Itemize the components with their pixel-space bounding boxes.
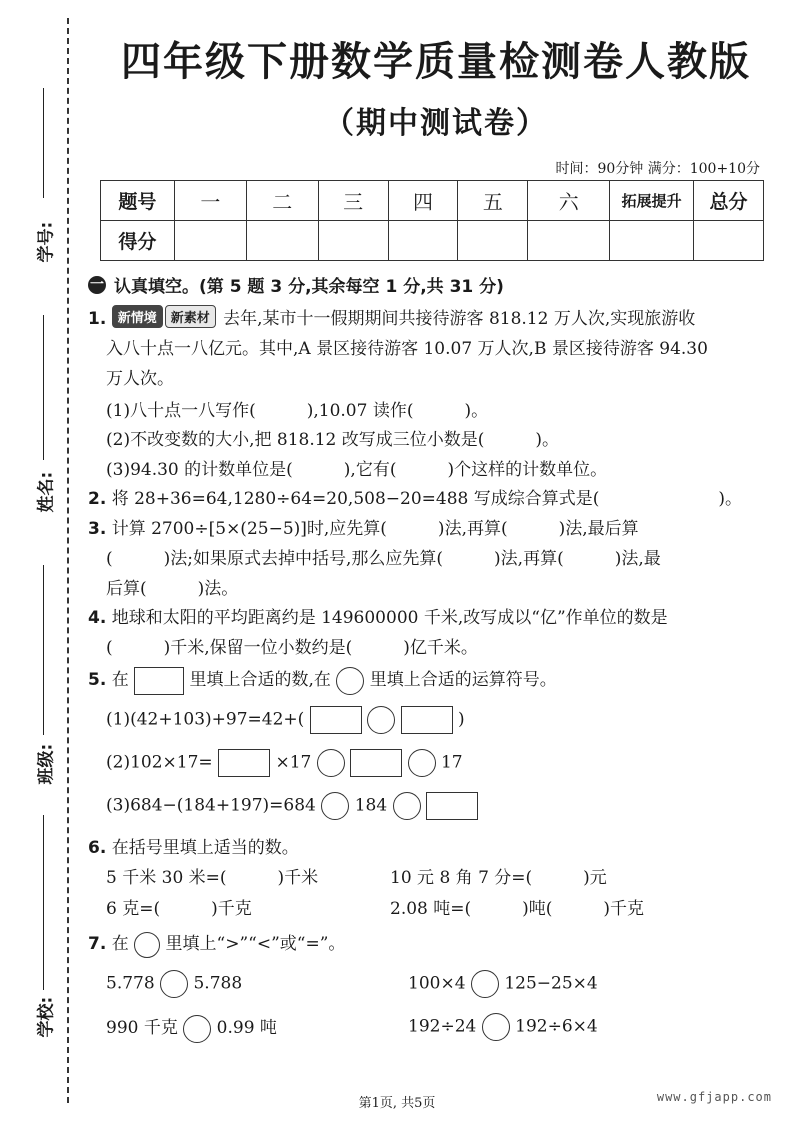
q5-sub-2-text-a: (2)102×17=	[106, 752, 213, 773]
score-cell[interactable]	[388, 221, 458, 261]
q6-item-a: 5 千米 30 米=( )千米	[106, 868, 319, 888]
q6-item-d: 2.08 吨=( )吨( )千克	[390, 899, 645, 919]
q5-sub-3	[106, 792, 478, 820]
q1-text-1: 去年,某市十一假期期间共接待游客 818.12 万人次,实现旅游收	[223, 309, 696, 329]
q3-line-3: 后算( )法。	[106, 579, 239, 599]
section-title: 认真填空。(第 5 题 3 分,其余每空 1 分,共 31 分)	[114, 277, 504, 297]
q5-sub-1-text-b: )	[457, 709, 465, 730]
compare-circle[interactable]	[160, 970, 188, 998]
answer-box[interactable]	[401, 706, 453, 734]
q4-number: 4.	[88, 608, 107, 628]
q7-item-a-left: 5.778	[106, 973, 155, 994]
q2-text: 将 28+36=64,1280÷64=20,508−20=488 写成综合算式是( )。	[111, 489, 742, 509]
q7-item-a	[106, 970, 242, 998]
score-header-cell: 总分	[694, 181, 764, 221]
name-label: 姓名:	[36, 471, 57, 513]
score-cell[interactable]	[694, 221, 764, 261]
compare-circle[interactable]	[471, 970, 499, 998]
operator-circle[interactable]	[367, 706, 395, 734]
q7-item-a-right: 5.788	[193, 973, 243, 994]
student-id-label: 学号:	[36, 221, 57, 263]
page-title: 四年级下册数学质量检测卷人教版	[121, 38, 751, 85]
q1-line-3: 万人次。	[106, 369, 174, 389]
score-cell[interactable]	[458, 221, 528, 261]
student-id-rule	[43, 88, 44, 198]
q5-number: 5.	[88, 670, 107, 690]
q4-line-2: ( )千米,保留一位小数约是( )亿千米。	[106, 638, 478, 658]
time-info: 时间：90分钟 满分：100+10分	[555, 161, 760, 177]
operator-circle[interactable]	[321, 792, 349, 820]
score-table-header-row	[101, 181, 764, 221]
score-cell[interactable]	[246, 221, 318, 261]
q5-sub-2	[106, 749, 463, 777]
q5-text-1: 在	[111, 670, 129, 690]
section-number-badge: 一	[90, 276, 104, 293]
score-cell[interactable]	[174, 221, 246, 261]
site-watermark: www.gfjapp.com	[656, 1090, 772, 1104]
q6-item-b: 10 元 8 角 7 分=( )元	[390, 868, 607, 888]
section-header	[88, 272, 504, 297]
q6-line	[88, 833, 299, 858]
score-header-cell: 二	[246, 181, 318, 221]
score-header-cell: 拓展提升	[610, 181, 694, 221]
q3-number: 3.	[88, 519, 107, 539]
q4-line-1	[88, 603, 668, 628]
q4-text-1: 地球和太阳的平均距离约是 149600000 千米,改写成以“亿”作单位的数是	[111, 608, 668, 628]
q5-sub-3-text-b: 184	[354, 795, 388, 816]
score-header-cell: 题号	[101, 181, 175, 221]
q7-item-c	[106, 1013, 277, 1043]
answer-box[interactable]	[218, 749, 270, 777]
page-subtitle: （期中测试卷）	[324, 106, 548, 141]
answer-box[interactable]	[350, 749, 402, 777]
q7-item-d	[408, 1013, 598, 1041]
q5-sub-3-text-a: (3)684−(184+197)=684	[106, 795, 316, 816]
q7-item-b-right: 125−25×4	[504, 973, 598, 994]
q7-line	[88, 929, 345, 958]
answer-box[interactable]	[310, 706, 362, 734]
q7-text-2: 里填上“>”“<”或“=”。	[165, 934, 346, 954]
score-header-cell: 三	[318, 181, 388, 221]
compare-circle[interactable]	[183, 1015, 211, 1043]
binding-dashed-line	[67, 18, 69, 1103]
score-row-label: 得分	[101, 221, 175, 261]
new-material-badge: 新素材	[165, 305, 216, 328]
q7-number: 7.	[88, 934, 107, 954]
q7-item-d-right: 192÷6×4	[515, 1016, 598, 1037]
score-cell[interactable]	[528, 221, 610, 261]
school-label: 学校:	[36, 996, 57, 1038]
q1-part-2: (2)不改变数的大小,把 818.12 改写成三位小数是( )。	[106, 430, 560, 450]
operator-circle[interactable]	[408, 749, 436, 777]
score-table-score-row	[101, 221, 764, 261]
q3-line-2: ( )法;如果原式去掉中括号,那么应先算( )法,再算( )法,最	[106, 549, 661, 569]
score-header-cell: 一	[174, 181, 246, 221]
score-header-cell: 六	[528, 181, 610, 221]
new-context-badge: 新情境	[112, 305, 163, 328]
score-table	[100, 180, 764, 261]
score-header-cell: 五	[458, 181, 528, 221]
name-rule	[43, 315, 44, 460]
q6-item-c: 6 克=( )千克	[106, 899, 252, 919]
q7-text-1: 在	[111, 934, 129, 954]
q2-number: 2.	[88, 489, 107, 509]
q5-line	[88, 665, 557, 695]
answer-box[interactable]	[426, 792, 478, 820]
q5-sub-1	[106, 706, 465, 734]
compare-circle[interactable]	[482, 1013, 510, 1041]
operator-circle[interactable]	[393, 792, 421, 820]
class-rule	[43, 565, 44, 735]
q7-item-c-right: 0.99 吨	[216, 1018, 277, 1038]
q1-number: 1.	[88, 309, 107, 329]
q6-text: 在括号里填上适当的数。	[111, 838, 299, 858]
answer-box-example	[134, 667, 184, 695]
q3-text-1: 计算 2700÷[5×(25−5)]时,应先算( )法,再算( )法,最后算	[111, 519, 639, 539]
q2-line	[88, 484, 742, 509]
answer-circle-example	[134, 932, 160, 958]
page-footer: 第1页, 共5页	[358, 1096, 436, 1111]
q5-text-3: 里填上合适的运算符号。	[369, 670, 557, 690]
answer-circle-example	[336, 667, 364, 695]
school-rule	[43, 815, 44, 990]
q1-part-3: (3)94.30 的计数单位是( ),它有( )个这样的计数单位。	[106, 460, 608, 480]
q7-item-d-left: 192÷24	[408, 1016, 477, 1037]
q5-sub-2-text-c: 17	[440, 752, 463, 773]
q3-line-1	[88, 514, 639, 539]
q6-number: 6.	[88, 838, 107, 858]
q5-sub-2-text-b: ×17	[275, 752, 312, 773]
score-header-cell: 四	[388, 181, 458, 221]
class-label: 班级:	[36, 743, 57, 785]
score-cell[interactable]	[318, 221, 388, 261]
q7-item-c-left: 990 千克	[106, 1018, 178, 1038]
score-cell[interactable]	[610, 221, 694, 261]
q1-part-1: (1)八十点一八写作( ),10.07 读作( )。	[106, 401, 489, 421]
q7-item-b-left: 100×4	[408, 973, 466, 994]
q7-item-b	[408, 970, 598, 998]
q1-line-1	[88, 304, 695, 329]
q5-sub-1-text-a: (1)(42+103)+97=42+(	[106, 709, 305, 730]
q5-text-2: 里填上合适的数,在	[189, 670, 331, 690]
operator-circle[interactable]	[317, 749, 345, 777]
q1-line-2: 入八十点一八亿元。其中,A 景区接待游客 10.07 万人次,B 景区接待游客 94.30	[106, 339, 708, 359]
